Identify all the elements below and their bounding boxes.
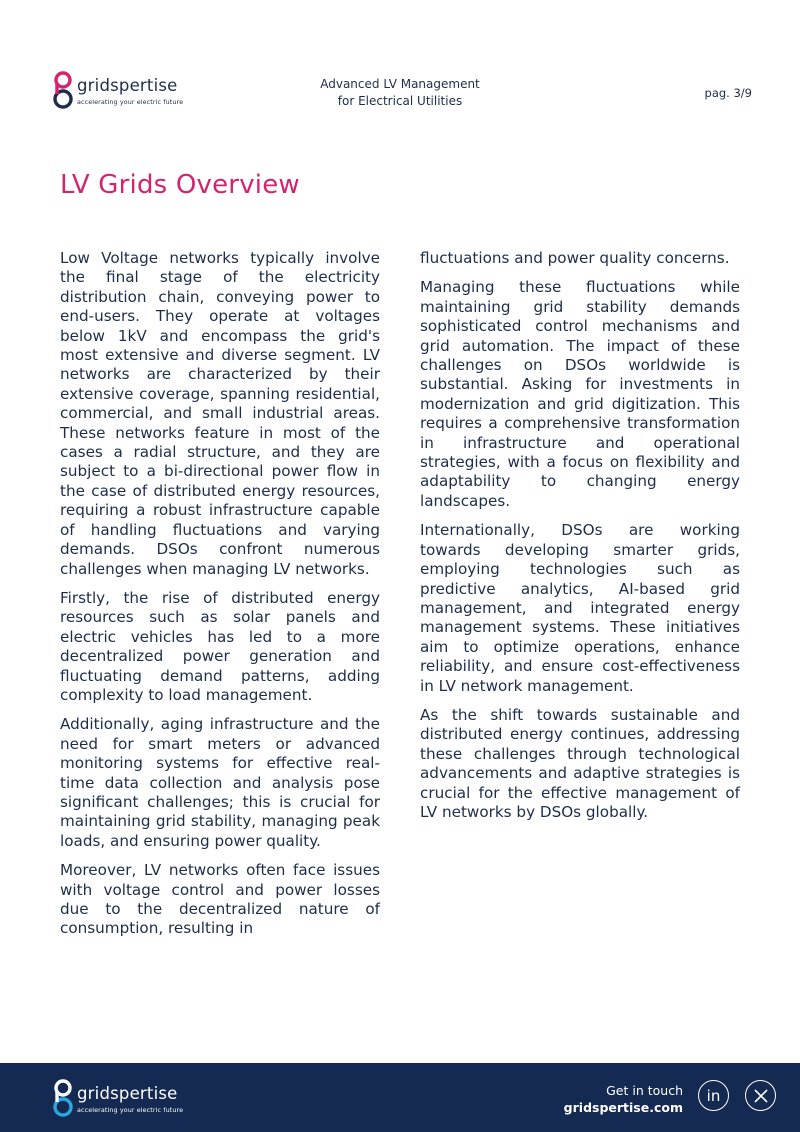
document-title xyxy=(250,76,550,110)
x-icon[interactable] xyxy=(745,1080,776,1111)
section-title: LV Grids Overview xyxy=(60,170,300,200)
footer-logo xyxy=(52,1078,183,1120)
paragraph: Firstly, the rise of distributed energy resources such as solar panels and electric vehicles has led to a more decentralized power generation and fluctuating demand patterns, adding complexity to load management. xyxy=(60,588,380,704)
paragraph: Internationally, DSOs are working towards developing smarter grids, employing technologies such as predictive analytics, AI-based grid management, and integrated energy management systems. These initiatives aim to optimize operations, enhance reliability, and ensure cost-effectiveness in LV network management. xyxy=(420,521,740,695)
x-logo-glyph xyxy=(754,1089,768,1103)
footer-logo-tagline: accelerating your electric future xyxy=(77,1105,184,1114)
contact-block xyxy=(564,1082,683,1116)
left-column xyxy=(60,249,380,949)
document-title-line-2: for Electrical Utilities xyxy=(337,94,463,108)
paragraph: fluctuations and power quality concerns. xyxy=(420,249,730,267)
right-column xyxy=(420,249,740,832)
logo-tagline: accelerating your electric future xyxy=(77,97,184,106)
gridspertise-logo xyxy=(52,70,183,112)
website-link[interactable]: gridspertise.com xyxy=(563,1100,683,1115)
paragraph: As the shift towards sustainable and distributed energy continues, addressing these challenges through technological advancements and adaptive strategies is crucial for the effective management of LV networks by DSOs globally. xyxy=(420,705,740,821)
page-footer xyxy=(0,1063,800,1132)
gridspertise-logo-icon xyxy=(52,1078,74,1120)
document-title-line-1: Advanced LV Management xyxy=(320,77,480,91)
paragraph: Moreover, LV networks often face issues with voltage control and power losses due to the decentralized nature of consumption, resulting in xyxy=(60,861,380,938)
page-number: pag. 3/9 xyxy=(704,86,752,100)
paragraph: Additionally, aging infrastructure and the need for smart meters or advanced monitoring systems for effective real-time data collection and analysis pose significant challenges; this is crucial for maintaining grid stability, managing peak loads, and ensuring power quality. xyxy=(60,715,380,850)
logo-name: gridspertise xyxy=(77,75,178,95)
linkedin-icon[interactable]: in xyxy=(698,1080,729,1111)
contact-label: Get in touch xyxy=(606,1083,683,1098)
gridspertise-logo-icon xyxy=(52,70,74,112)
paragraph: Managing these fluctuations while maintaining grid stability demands sophisticated control mechanisms and grid automation. The impact of these challenges on DSOs worldwide is substantial. Asking for investments in modernization and grid digitization. This requires a comprehensive transformation in infrastructure and operational strategies, with a focus on flexibility and adaptability to changing energy landscapes. xyxy=(420,278,740,510)
page-header xyxy=(0,0,800,130)
paragraph: Low Voltage networks typically involve the final stage of the electricity distribution chain, conveying power to end-users. They operate at voltages below 1kV and encompass the grid's most extensive and diverse segment. LV networks are characterized by their extensive coverage, spanning residential, commercial, and small industrial areas. These networks feature in most of the cases a radial structure, and they are subject to a bi-directional power flow in the case of distributed energy resources, requiring a robust infrastructure capable of handling fluctuations and varying demands. DSOs confront numerous challenges when managing LV networks. xyxy=(60,249,380,578)
footer-logo-name: gridspertise xyxy=(77,1083,178,1103)
